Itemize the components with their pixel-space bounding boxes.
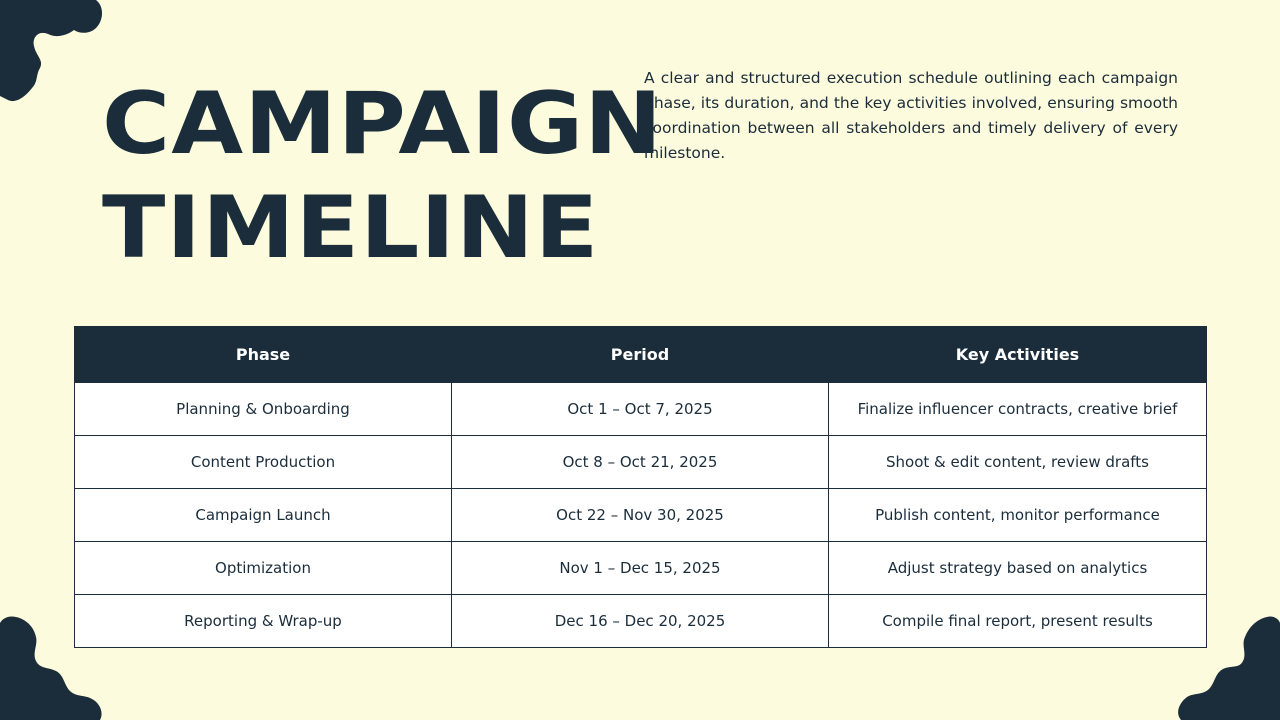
table-row bbox=[75, 383, 1207, 436]
corner-decoration-top-left bbox=[0, 0, 105, 105]
cell-phase: Content Production bbox=[75, 436, 452, 489]
cell-activities: Compile final report, present results bbox=[829, 595, 1207, 648]
table-row bbox=[75, 489, 1207, 542]
cell-phase: Campaign Launch bbox=[75, 489, 452, 542]
timeline-table bbox=[74, 326, 1207, 648]
cell-phase: Reporting & Wrap-up bbox=[75, 595, 452, 648]
cell-activities: Finalize influencer contracts, creative brief bbox=[829, 383, 1207, 436]
title-line-2: TIMELINE bbox=[102, 178, 600, 278]
cell-period: Nov 1 – Dec 15, 2025 bbox=[452, 542, 829, 595]
table-row bbox=[75, 595, 1207, 648]
description-paragraph: A clear and structured execution schedule outlining each campaign phase, its duration, and the key activities involved, ensuring smooth coordination between all stakeholders and timely delivery of every milestone. bbox=[644, 69, 1178, 162]
cell-period: Dec 16 – Dec 20, 2025 bbox=[452, 595, 829, 648]
header-key-activities: Key Activities bbox=[829, 327, 1207, 383]
cell-activities: Publish content, monitor performance bbox=[829, 489, 1207, 542]
cell-activities: Adjust strategy based on analytics bbox=[829, 542, 1207, 595]
cell-period: Oct 22 – Nov 30, 2025 bbox=[452, 489, 829, 542]
cell-phase: Optimization bbox=[75, 542, 452, 595]
cell-period: Oct 1 – Oct 7, 2025 bbox=[452, 383, 829, 436]
page-title bbox=[102, 72, 663, 280]
table-row bbox=[75, 542, 1207, 595]
cell-period: Oct 8 – Oct 21, 2025 bbox=[452, 436, 829, 489]
title-line-1: CAMPAIGN bbox=[102, 74, 664, 174]
header-phase: Phase bbox=[75, 327, 452, 383]
cell-activities: Shoot & edit content, review drafts bbox=[829, 436, 1207, 489]
cell-phase: Planning & Onboarding bbox=[75, 383, 452, 436]
header-period: Period bbox=[452, 327, 829, 383]
table-row bbox=[75, 436, 1207, 489]
table-header-row bbox=[75, 327, 1207, 383]
